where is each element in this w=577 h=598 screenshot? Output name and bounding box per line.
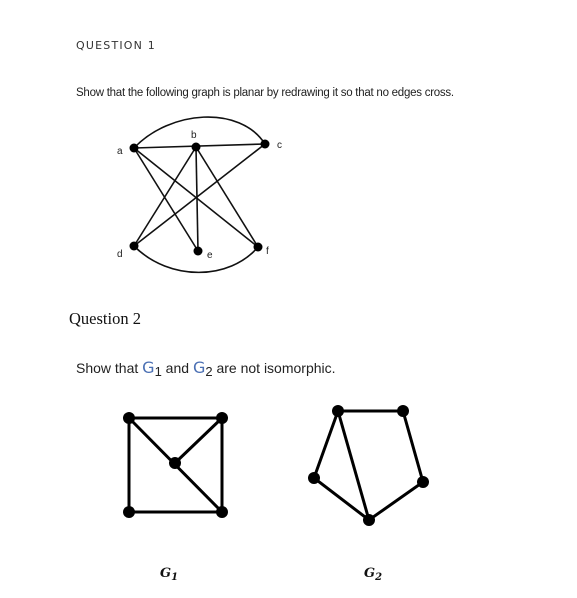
math-g1-subscript: 1 bbox=[154, 364, 162, 379]
graph-g2 bbox=[314, 411, 423, 520]
edge-a-e bbox=[134, 148, 198, 251]
g2-vertex-bottom bbox=[363, 514, 375, 526]
math-g2-subscript: 2 bbox=[205, 364, 213, 379]
g2-vertex-top-left bbox=[332, 405, 344, 417]
graph-g2-caption bbox=[364, 566, 382, 581]
vertex-label-a: a bbox=[117, 146, 123, 157]
edge-b-e bbox=[196, 147, 198, 251]
question-1-prompt: Show that the following graph is planar by redrawing it so that no edges cross. bbox=[76, 87, 454, 99]
question-1-heading: QUESTION 1 bbox=[76, 39, 156, 52]
g2-pentagon-edges bbox=[314, 411, 423, 520]
g1-caption-letter: G bbox=[160, 566, 172, 581]
question-2-heading: Question 2 bbox=[69, 309, 141, 328]
vertex-label-f: f bbox=[266, 246, 269, 257]
math-g2-letter: G bbox=[192, 358, 206, 377]
g2-vertex-top-right bbox=[397, 405, 409, 417]
vertex-b bbox=[192, 143, 201, 152]
vertex-f bbox=[254, 243, 263, 252]
g1-vertex-bottom-left bbox=[123, 506, 135, 518]
question-2-prompt bbox=[76, 358, 336, 377]
vertex-e bbox=[194, 247, 203, 256]
edge-c-d bbox=[134, 144, 265, 246]
vertex-a bbox=[130, 144, 139, 153]
g1-caption-subscript: 1 bbox=[171, 572, 179, 583]
edge-b-f bbox=[196, 147, 258, 247]
prompt-and: and bbox=[161, 360, 193, 376]
g2-vertex-right bbox=[417, 476, 429, 488]
math-g1-letter: G bbox=[142, 358, 155, 377]
prompt-prefix: Show that bbox=[76, 360, 143, 376]
graph-g1-caption bbox=[160, 566, 178, 581]
vertex-label-e: e bbox=[207, 250, 213, 261]
g1-edge-topright-center bbox=[175, 418, 222, 463]
g1-vertex-top-right bbox=[216, 412, 228, 424]
g2-caption-subscript: 2 bbox=[375, 572, 383, 583]
g2-vertex-left bbox=[308, 472, 320, 484]
g2-edge-top-left-bottom bbox=[338, 411, 369, 520]
vertex-label-c: c bbox=[277, 140, 282, 151]
vertex-label-d: d bbox=[117, 249, 123, 260]
vertex-c bbox=[261, 140, 270, 149]
g1-vertex-center bbox=[169, 457, 181, 469]
g1-vertex-top-left bbox=[123, 412, 135, 424]
vertex-d bbox=[130, 242, 139, 251]
graph-g2-vertices bbox=[308, 405, 429, 526]
vertex-label-b: b bbox=[191, 130, 197, 141]
prompt-suffix: are not isomorphic. bbox=[212, 360, 336, 376]
edge-a-c-arc bbox=[134, 117, 265, 148]
g2-caption-letter: G bbox=[364, 566, 376, 581]
g1-vertex-bottom-right bbox=[216, 506, 228, 518]
